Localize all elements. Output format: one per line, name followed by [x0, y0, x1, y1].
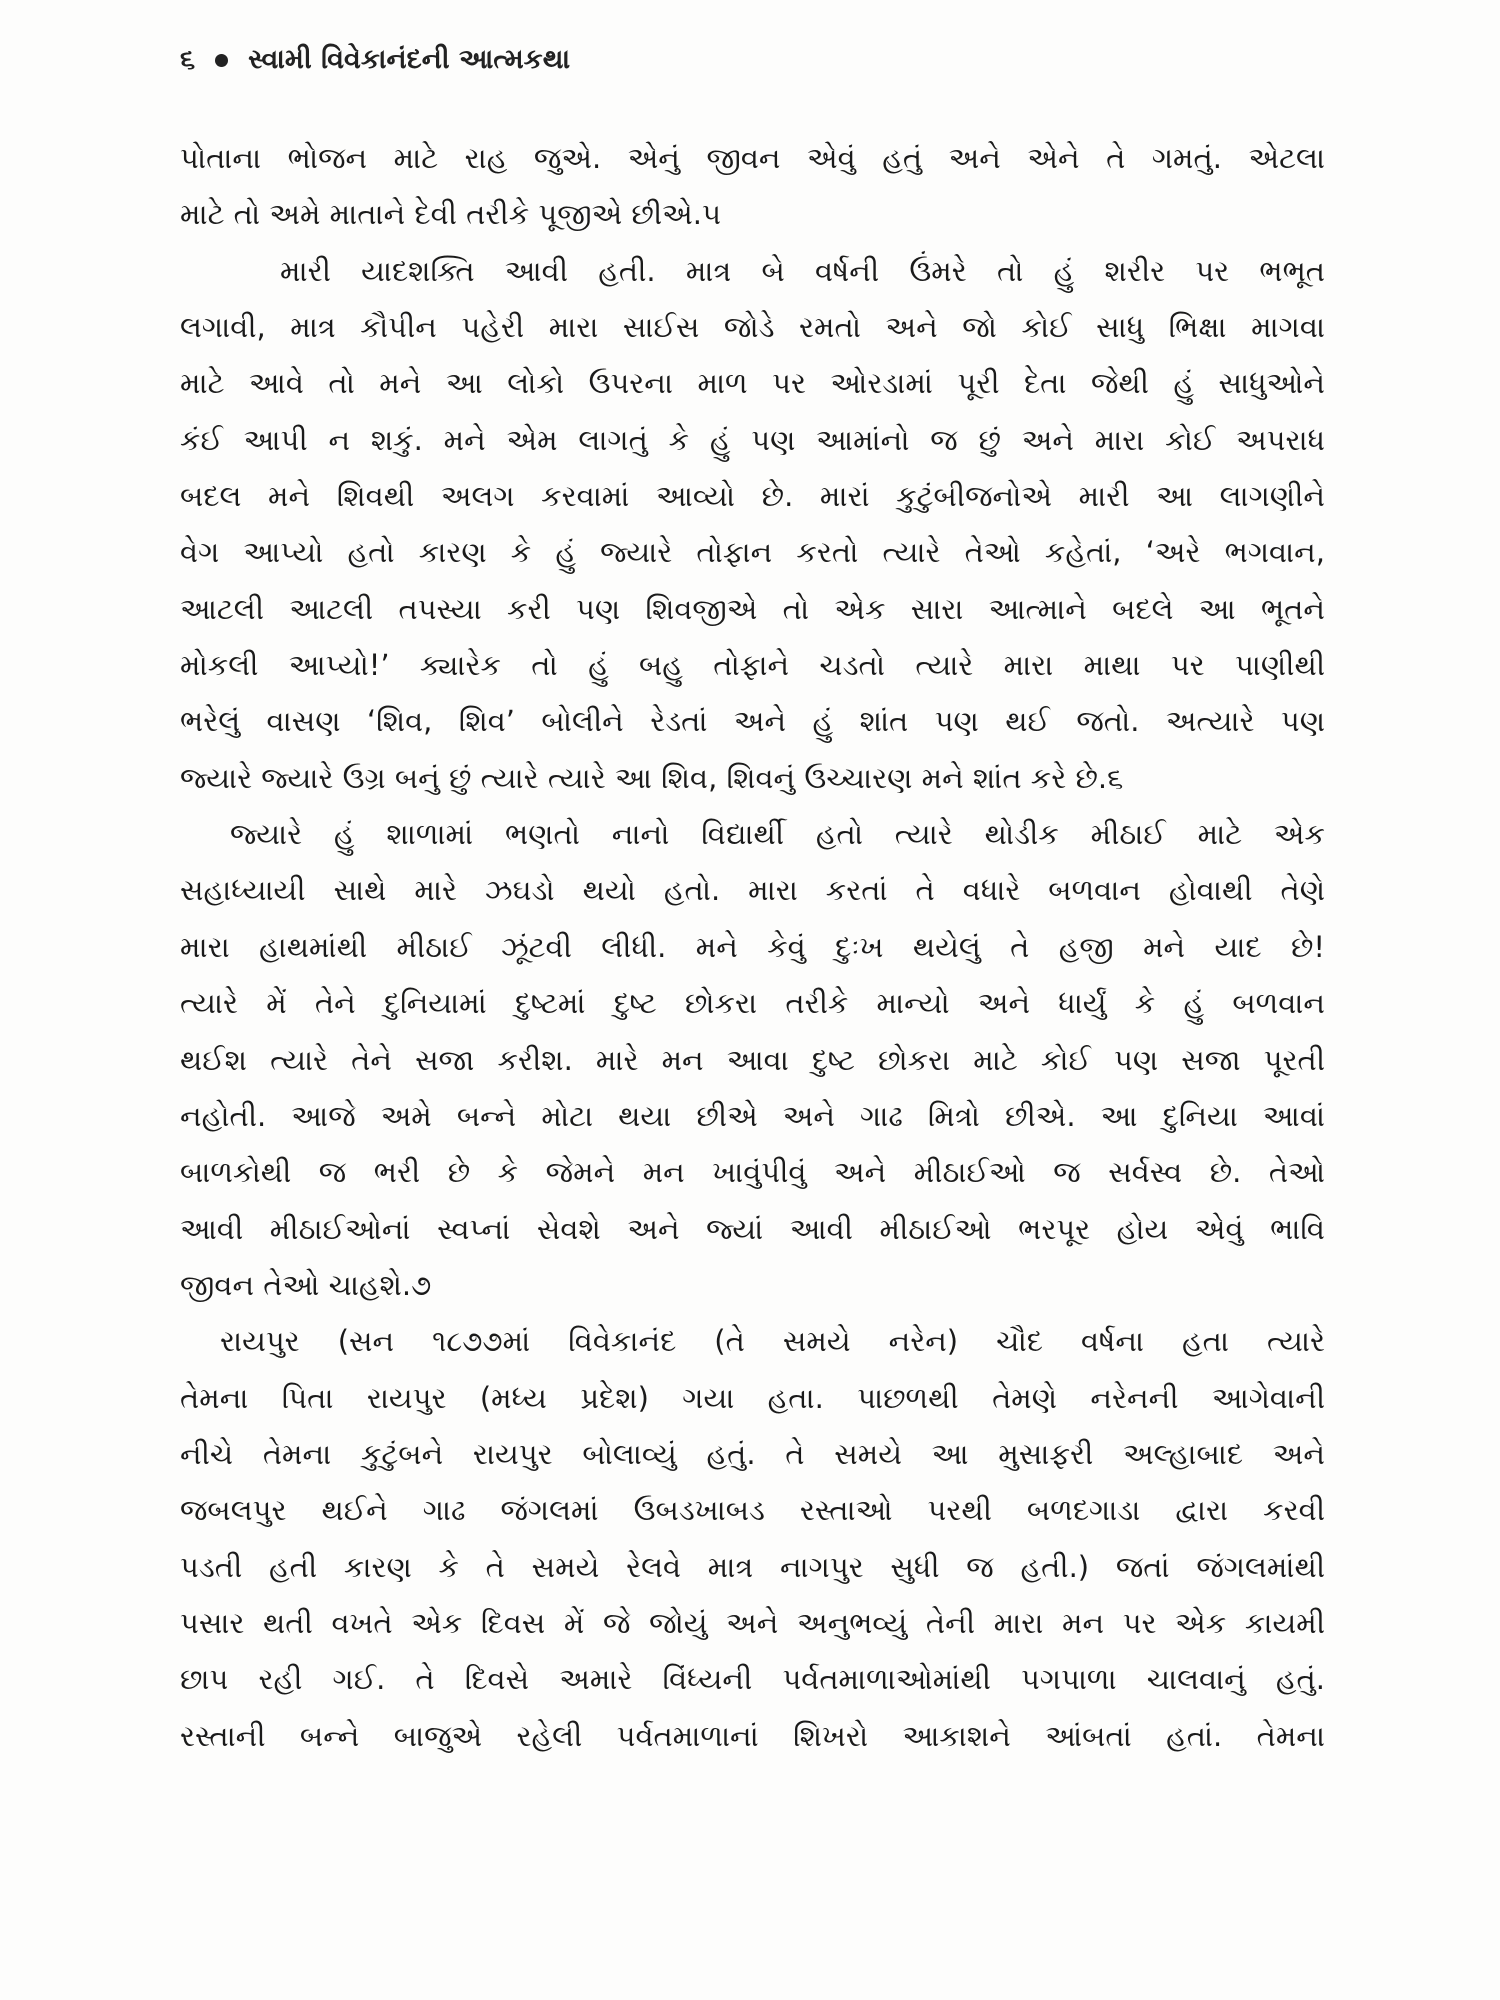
- book-title: સ્વામી વિવેકાનંદની આત્મકથા: [248, 44, 571, 75]
- text-line: બાળકોથી જ ભરી છે કે જેમને મન ખાવુંપીવું અને મીઠાઈઓ જ સર્વસ્વ છે. તેઓ: [180, 1155, 1325, 1190]
- bullet-icon: [215, 54, 228, 67]
- text-line: માટે આવે તો મને આ લોકો ઉપરના માળ પર ઓરડામાં પૂરી દેતા જેથી હું સાધુઓને: [180, 366, 1325, 401]
- text-line: ભરેલું વાસણ ‘શિવ, શિવ’ બોલીને રેડતાં અને હું શાંત પણ થઈ જતો. અત્યારે પણ: [180, 704, 1325, 739]
- text-line: પસાર થતી વખતે એક દિવસ મેં જે જોયું અને અનુભવ્યું તેની મારા મન પર એક કાયમી: [180, 1605, 1325, 1640]
- text-line: બદલ મને શિવથી અલગ કરવામાં આવ્યો છે. મારાં કુટુંબીજનોએ મારી આ લાગણીને: [180, 479, 1325, 514]
- text-line: નહોતી. આજે અમે બન્ને મોટા થયા છીએ અને ગાઢ મિત્રો છીએ. આ દુનિયા આવાં: [180, 1098, 1325, 1133]
- text-line: સહાધ્યાયી સાથે મારે ઝઘડો થયો હતો. મારા કરતાં તે વધારે બળવાન હોવાથી તેણે: [180, 873, 1325, 908]
- text-line: જીવન તેઓ ચાહશે.૭: [180, 1267, 432, 1302]
- text-line: આવી મીઠાઈઓનાં સ્વપ્નાં સેવશે અને જ્યાં આવી મીઠાઈઓ ભરપૂર હોય એવું ભાવિ: [180, 1211, 1325, 1246]
- text-line: વેગ આપ્યો હતો કારણ કે હું જ્યારે તોફાન કરતો ત્યારે તેઓ કહેતાં, ‘અરે ભગવાન,: [180, 535, 1325, 570]
- text-line: તેમના પિતા રાયપુર (મધ્ય પ્રદેશ) ગયા હતા. પાછળથી તેમણે નરેનની આગેવાની: [180, 1380, 1325, 1415]
- text-line: નીચે તેમના કુટુંબને રાયપુર બોલાવ્યું હતું. તે સમયે આ મુસાફરી અલ્હાબાદ અને: [180, 1436, 1325, 1471]
- text-line: રાયપુર (સન ૧૮૭૭માં વિવેકાનંદ (તે સમયે નરેન) ચૌદ વર્ષના હતા ત્યારે: [220, 1324, 1325, 1359]
- running-header: [180, 40, 570, 80]
- body-text: [180, 130, 1325, 1764]
- text-line: જ્યારે હું શાળામાં ભણતો નાનો વિદ્યાર્થી હતો ત્યારે થોડીક મીઠાઈ માટે એક: [230, 817, 1325, 852]
- text-line: આટલી આટલી તપસ્યા કરી પણ શિવજીએ તો એક સારા આત્માને બદલે આ ભૂતને: [180, 591, 1325, 626]
- text-line: જબલપુર થઈને ગાઢ જંગલમાં ઉબડખાબડ રસ્તાઓ પરથી બળદગાડા દ્વારા કરવી: [180, 1493, 1325, 1528]
- text-line: લગાવી, માત્ર કૌપીન પહેરી મારા સાઈસ જોડે રમતો અને જો કોઈ સાધુ ભિક્ષા માગવા: [180, 310, 1325, 345]
- text-line: પડતી હતી કારણ કે તે સમયે રેલવે માત્ર નાગપુર સુધી જ હતી.) જતાં જંગલમાંથી: [180, 1549, 1325, 1584]
- text-line: જ્યારે જ્યારે ઉગ્ર બનું છું ત્યારે ત્યારે આ શિવ, શિવનું ઉચ્ચારણ મને શાંત કરે છે.૬: [180, 760, 1124, 795]
- text-line: થઈશ ત્યારે તેને સજા કરીશ. મારે મન આવા દુષ્ટ છોકરા માટે કોઈ પણ સજા પૂરતી: [180, 1042, 1325, 1077]
- text-line: મારા હાથમાંથી મીઠાઈ ઝૂંટવી લીધી. મને કેવું દુઃખ થયેલું તે હજી મને યાદ છે!: [180, 929, 1325, 964]
- text-line: ત્યારે મેં તેને દુનિયામાં દુષ્ટમાં દુષ્ટ છોકરા તરીકે માન્યો અને ધાર્યું કે હું બળવાન: [180, 986, 1325, 1021]
- page-number: ૬: [180, 44, 196, 75]
- text-line: રસ્તાની બન્ને બાજુએ રહેલી પર્વતમાળાનાં શિખરો આકાશને આંબતાં હતાં. તેમના: [180, 1718, 1325, 1753]
- text-line: કંઈ આપી ન શકું. મને એમ લાગતું કે હું પણ આમાંનો જ છું અને મારા કોઈ અપરાધ: [180, 422, 1325, 457]
- text-line: મારી યાદશક્તિ આવી હતી. માત્ર બે વર્ષની ઉંમરે તો હું શરીર પર ભભૂત: [280, 253, 1325, 288]
- text-line: માટે તો અમે માતાને દેવી તરીકે પૂજીએ છીએ.૫: [180, 197, 721, 232]
- text-line: પોતાના ભોજન માટે રાહ જુએ. એનું જીવન એવું હતું અને એને તે ગમતું. એટલા: [180, 141, 1325, 175]
- text-line: મોકલી આપ્યો!’ ક્યારેક તો હું બહુ તોફાને ચડતો ત્યારે મારા માથા પર પાણીથી: [180, 648, 1325, 683]
- text-line: છાપ રહી ગઈ. તે દિવસે અમારે વિંધ્યની પર્વતમાળાઓમાંથી પગપાળા ચાલવાનું હતું.: [180, 1662, 1325, 1697]
